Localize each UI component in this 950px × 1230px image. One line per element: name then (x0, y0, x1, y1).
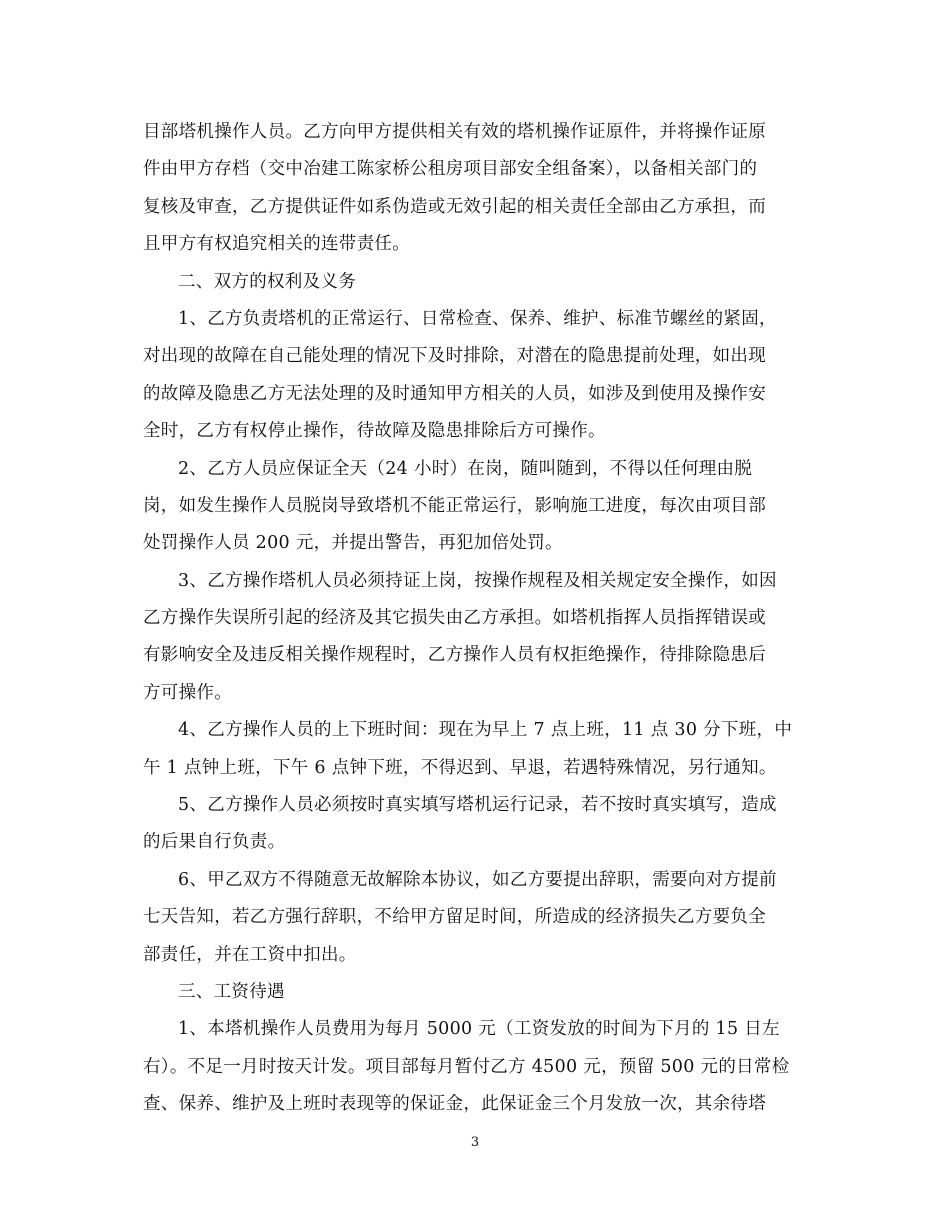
text-line: 对出现的故障在自己能处理的情况下及时排除，对潜在的隐患提前处理，如出现 (143, 346, 766, 367)
section-heading: 二、双方的权利及义务 (178, 271, 356, 292)
text-line: 岗，如发生操作人员脱岗导致塔机不能正常运行，影响施工进度，每次由项目部 (143, 495, 766, 516)
text-line: 4、乙方操作人员的上下班时间：现在为早上 7 点上班，11 点 30 分下班，中 (178, 720, 793, 741)
text-line: 全时，乙方有权停止操作，待故障及隐患排除后方可操作。 (143, 421, 606, 442)
text-line: 1、本塔机操作人员费用为每月 5000 元（工资发放的时间为下月的 15 日左 (178, 1019, 780, 1040)
text-line: 有影响安全及违反相关操作规程时，乙方操作人员有权拒绝操作，待排除隐患后 (143, 645, 766, 666)
text-line: 且甲方有权追究相关的连带责任。 (143, 234, 410, 255)
text-line: 处罚操作人员 200 元，并提出警告，再犯加倍处罚。 (143, 533, 563, 554)
text-line: 6、甲乙双方不得随意无故解除本协议，如乙方要提出辞职，需要向对方提前 (178, 869, 777, 890)
text-line: 1、乙方负责塔机的正常运行、日常检查、保养、维护、标准节螺丝的紧固， (178, 308, 777, 329)
text-line: 的故障及隐患乙方无法处理的及时通知甲方相关的人员，如涉及到使用及操作安 (143, 383, 766, 404)
text-line: 目部塔机操作人员。乙方向甲方提供相关有效的塔机操作证原件，并将操作证原 (143, 122, 766, 142)
text-line: 复核及审查，乙方提供证件如系伪造或无效引起的相关责任全部由乙方承担，而 (143, 196, 766, 217)
text-line: 七天告知，若乙方强行辞职，不给甲方留足时间，所造成的经济损失乙方要负全 (143, 907, 766, 928)
document-body (143, 114, 813, 1124)
text-line: 乙方操作失误所引起的经济及其它损失由乙方承担。如塔机指挥人员指挥错误或 (143, 608, 766, 629)
text-line: 部责任，并在工资中扣出。 (143, 944, 357, 965)
text-line: 查、保养、维护及上班时表现等的保证金，此保证金三个月发放一次，其余待塔 (143, 1094, 766, 1115)
section-heading: 三、工资待遇 (178, 981, 285, 1002)
text-line: 右）。不足一月时按天计发。项目部每月暂付乙方 4500 元，预留 500 元的日常检 (143, 1056, 790, 1077)
text-line: 5、乙方操作人员必须按时真实填写塔机运行记录，若不按时真实填写，造成 (178, 795, 777, 816)
text-line: 件由甲方存档（交中冶建工陈家桥公租房项目部安全组备案），以备相关部门的 (143, 159, 758, 180)
text-line: 3、乙方操作塔机人员必须持证上岗，按操作规程及相关规定安全操作，如因 (178, 570, 777, 591)
text-line: 2、乙方人员应保证全天（24 小时）在岗，随叫随到，不得以任何理由脱 (178, 458, 753, 479)
text-line: 午 1 点钟上班，下午 6 点钟下班，不得迟到、早退，若遇特殊情况，另行通知。 (143, 757, 777, 778)
text-line: 的后果自行负责。 (143, 832, 286, 853)
text-line: 方可操作。 (143, 682, 232, 703)
page-number: 3 (470, 1135, 480, 1150)
